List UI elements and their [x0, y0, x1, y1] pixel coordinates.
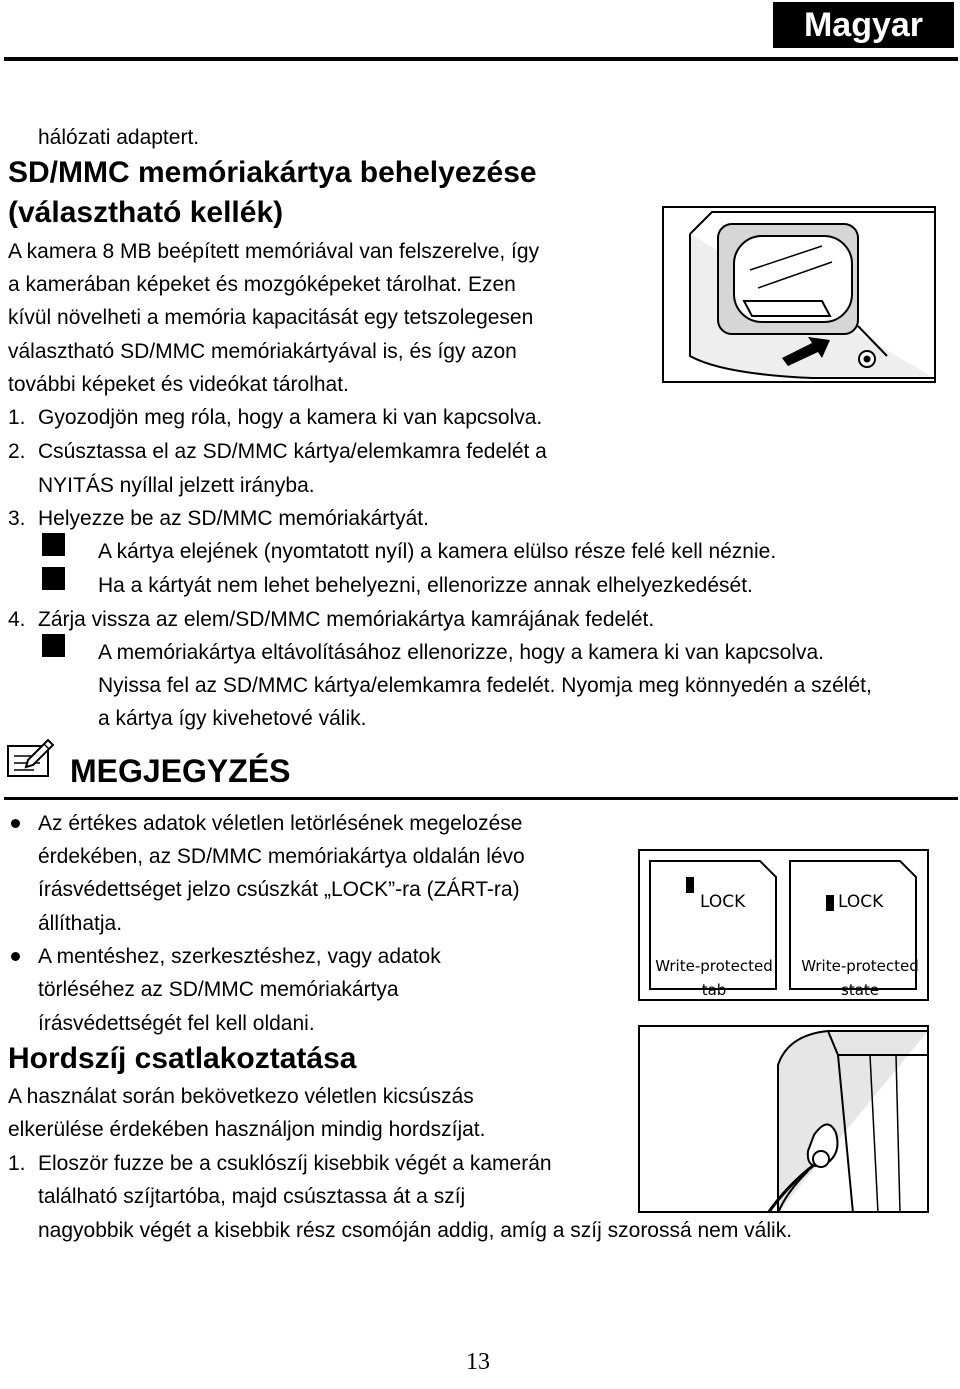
step-number: 1.	[8, 406, 26, 429]
note-title: MEGJEGYZÉS	[70, 753, 291, 789]
sd-para-line: további képeket és videókat tárolhat.	[8, 373, 349, 396]
step3-bullet-text: A kártya elejének (nyomtatott nyíl) a kamera elülso része felé kell néznie.	[98, 540, 777, 563]
step-text: Gyozodjön meg róla, hogy a kamera ki van kapcsolva.	[38, 406, 543, 429]
sd-para-line: A kamera 8 MB beépített memóriával van felszerelve, így	[8, 240, 540, 263]
sd-para-line: a kamerában képeket és mozgóképeket tárolhat. Ezen	[8, 273, 516, 296]
sd-section-title-line2: (választható kellék)	[8, 196, 284, 229]
note-bullet-text: állíthatja.	[38, 912, 123, 935]
step4-bullet-text: Nyissa fel az SD/MMC kártya/elemkamra fedelét. Nyomja meg könnyedén a szélét,	[98, 674, 872, 697]
step-number: 4.	[8, 608, 26, 631]
intro-fragment: hálózati adaptert.	[38, 126, 200, 149]
step-text: Csúsztassa el az SD/MMC kártya/elemkamra fedelét a	[38, 440, 547, 463]
note-icon	[6, 738, 54, 780]
language-tab: Magyar	[773, 2, 954, 48]
bullet-dot-icon	[11, 952, 20, 961]
bullet-dot-icon	[11, 819, 20, 828]
note-bullet-text: írásvédettségét fel kell oldani.	[38, 1012, 315, 1035]
sd-para-line: választható SD/MMC memóriakártyával is, és így azon	[8, 340, 517, 363]
note-bullet-text: Az értékes adatok véletlen letörlésének megelozése	[38, 812, 523, 835]
square-bullet-icon	[42, 567, 65, 590]
card2-caption-line2: state	[841, 981, 879, 999]
strap-para-line: elkerülése érdekében használjon mindig hordszíjat.	[8, 1118, 486, 1141]
step-text: Helyezze be az SD/MMC memóriakártyát.	[38, 507, 429, 530]
note-bullet-text: törléséhez az SD/MMC memóriakártya	[38, 978, 399, 1001]
sd-section-title-line1: SD/MMC memóriakártya behelyezése	[8, 156, 537, 189]
step-text: nagyobbik végét a kisebbik rész csomóján addig, amíg a szíj szorossá nem válik.	[38, 1219, 793, 1242]
card2-lock-label: LOCK	[838, 892, 884, 912]
card1-caption-line1: Write-protected	[655, 957, 773, 975]
step-number: 1.	[8, 1152, 26, 1175]
strap-illustration	[638, 1025, 930, 1213]
step4-bullet-text: A memóriakártya eltávolításához ellenorizze, hogy a kamera ki van kapcsolva.	[98, 641, 825, 664]
note-bullet-text: írásvédettséget jelzo csúszkát „LOCK”-ra (ZÁRT-ra)	[38, 878, 520, 901]
step-text: Eloször fuzze be a csuklószíj kisebbik végét a kamerán	[38, 1152, 552, 1175]
note-rule	[4, 797, 958, 800]
sd-slot-illustration	[662, 206, 937, 384]
step4-bullet-text: a kártya így kivehetové válik.	[98, 707, 367, 730]
note-bullet-text: A mentéshez, szerkesztéshez, vagy adatok	[38, 945, 441, 968]
card2-caption-line1: Write-protected	[801, 957, 919, 975]
step3-bullet-text: Ha a kártyát nem lehet behelyezni, ellenorizze annak elhelyezkedését.	[98, 574, 753, 597]
step-text: található szíjtartóba, majd csúsztassa át a szíj	[38, 1185, 466, 1208]
strap-para-line: A használat során bekövetkezo véletlen kicsúszás	[8, 1085, 474, 1108]
page-number: 13	[466, 1349, 490, 1375]
header-rule	[4, 57, 958, 61]
sd-card-lock-illustration	[638, 849, 930, 1002]
step-text: NYITÁS nyíllal jelzett irányba.	[38, 474, 315, 497]
square-bullet-icon	[42, 533, 65, 556]
step-text: Zárja vissza az elem/SD/MMC memóriakártya kamrájának fedelét.	[38, 608, 655, 631]
card1-caption-line2: tab	[701, 981, 727, 999]
sd-para-line: kívül növelheti a memória kapacitását egy tetszolegesen	[8, 306, 534, 329]
strap-section-title: Hordszíj csatlakoztatása	[8, 1042, 357, 1075]
step-number: 3.	[8, 507, 26, 530]
step-number: 2.	[8, 440, 26, 463]
card1-lock-label: LOCK	[700, 892, 746, 912]
square-bullet-icon	[42, 634, 65, 657]
note-bullet-text: érdekében, az SD/MMC memóriakártya oldalán lévo	[38, 845, 525, 868]
